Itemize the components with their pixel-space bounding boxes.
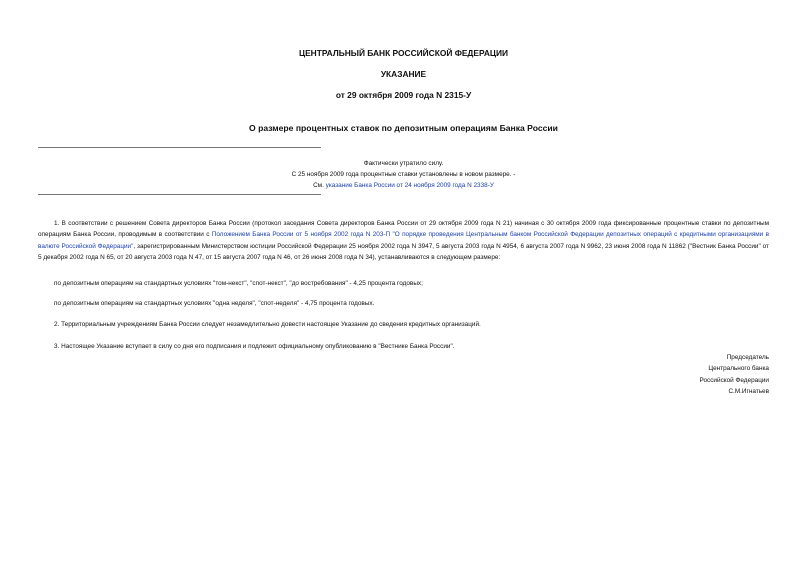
paragraph-2: 2. Территориальным учреждениям Банка России следует незамедлительно довести настоящее Указание до сведения кредитных организаций. — [54, 321, 481, 328]
signature-block — [700, 352, 770, 397]
signatory-name: С.М.Игнатьев — [728, 387, 769, 395]
status-note-line1: Фактически утратило силу. — [363, 160, 444, 167]
regulation-203p-link[interactable]: Положением Банка России от 5 ноября 2002 года N 203-П — [211, 231, 391, 239]
regulation-title-link[interactable]: "О порядке проведения Центральным банком Российской Федерации депозитных операций с кредитными организациями в валюте Российской Федерации" — [38, 231, 769, 250]
replacement-directive-link[interactable]: указание Банка России от 24 ноября 2009 года N 2338-У — [325, 182, 494, 189]
status-note-line2: С 25 ноября 2009 года процентные ставки установлены в новом размере. - — [291, 171, 516, 178]
status-note-line3 — [0, 180, 807, 191]
signature-title-2: Центрального банка — [708, 365, 769, 373]
rate-item-overnight: по депозитным операциям на стандартных условиях "том-некст", "спот-некст", "до востребования" - 4,25 процента годовых; — [54, 280, 423, 287]
signature-title-3: Российской Федерации — [699, 376, 769, 384]
divider-top — [38, 147, 321, 148]
status-note-prefix: См. — [313, 182, 326, 189]
rate-item-week: по депозитным операциям на стандартных условиях "одна неделя", "спот-неделя" - 4,75 процента годовых. — [54, 300, 375, 307]
document-date-number: от 29 октября 2009 года N 2315-У — [335, 90, 472, 100]
signature-title-1: Председатель — [726, 354, 769, 361]
issuer-title: ЦЕНТРАЛЬНЫЙ БАНК РОССИЙСКОЙ ФЕДЕРАЦИИ — [298, 48, 509, 58]
paragraph-1-text-a: 1. В соответствии с решением Совета директоров Банка России (протокол заседания Совета директоров Банка России от 29 октября 2009 года N 21) начиная с 30 октября 2009 года фиксированные процентные ставки по депозитным операциям Банка России, проводимым в соответствии с — [38, 220, 769, 239]
document-subject: О размере процентных ставок по депозитным операциям Банка России — [249, 123, 558, 133]
paragraph-1-text-b: , зарегистрированным Министерством юстиции Российской Федерации 25 ноября 2002 года N 3947, 5 августа 2003 года N 4954, 6 августа 2007 года N 9962, 23 июня 2008 года N 11862 ("Вестник Банка России" от 5 декабря 2002 года N 65, от 20 августа 2003 года N 47, от 15 августа 2007 года N 46, от 26 июня 2008 года N 34), устанавливаются в следующем размере: — [38, 242, 769, 261]
paragraph-1 — [38, 218, 769, 263]
document-type: УКАЗАНИЕ — [380, 69, 427, 79]
divider-bottom — [38, 194, 321, 195]
paragraph-3: 3. Настоящее Указание вступает в силу со дня его подписания и подлежит официальному опубликованию в "Вестнике Банка России". — [54, 343, 455, 350]
